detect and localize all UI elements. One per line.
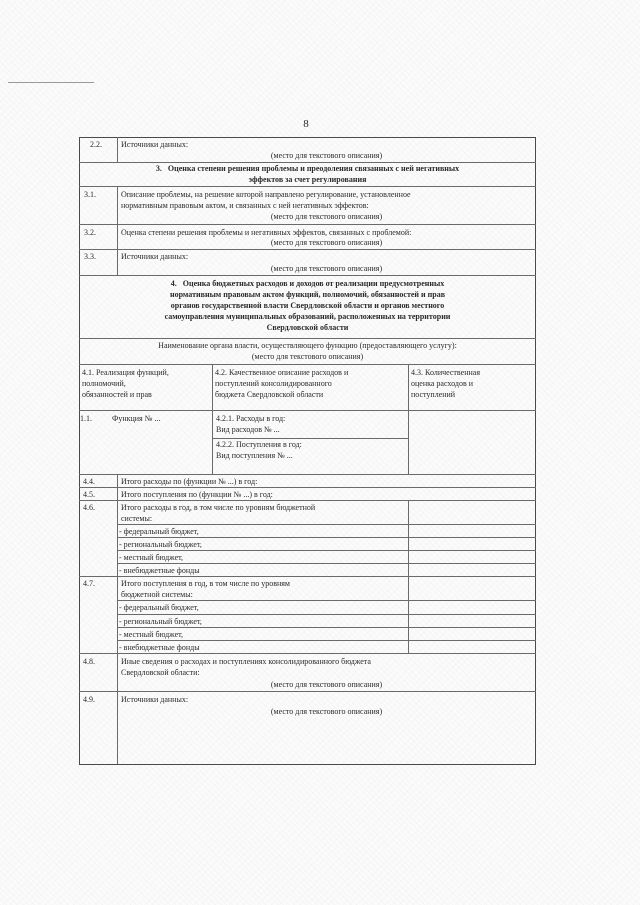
row-divider — [79, 500, 536, 501]
row-label: Источники данных: — [121, 695, 189, 704]
column-header-quantitative: поступлений — [411, 390, 456, 399]
row-number: 1.1. — [80, 414, 92, 423]
row-divider — [79, 224, 536, 225]
row-divider — [117, 563, 536, 564]
total-expenses-by-level: Итого расходы в год, в том числе по уровням бюджетной — [121, 503, 316, 512]
section-title: Оценка степени решения проблемы и преодоления связанных с ней негативных — [167, 164, 460, 173]
other-budget-info: Свердловской области: — [121, 668, 200, 677]
expense-type: Вид расходов № ... — [216, 425, 280, 434]
text-placeholder: (место для текстового описания) — [270, 264, 383, 273]
row-divider — [79, 162, 536, 163]
text-placeholder: (место для текстового описания) — [270, 238, 383, 247]
row-divider — [117, 550, 536, 551]
section-number: 4. — [170, 279, 177, 288]
budget-level-regional: - региональный бюджет, — [119, 617, 202, 626]
section-title-continued: нормативным правовым актом функций, полномочий, обязанностей и прав — [169, 290, 446, 299]
budget-level-local: - местный бюджет, — [119, 553, 184, 562]
text-placeholder: (место для текстового описания) — [270, 212, 383, 221]
budget-level-extrabudgetary: - внебюджетные фонды — [119, 643, 200, 652]
total-revenues-by-level: Итого поступления в год, в том числе по уровням — [121, 579, 290, 588]
section-title-continued: эффектов за счет регулирования — [248, 175, 367, 184]
column-header-description: поступлений консолидированного — [215, 379, 332, 388]
row-number: 3.2. — [84, 228, 96, 237]
row-divider — [79, 653, 536, 654]
column-header-functions: полномочий, — [82, 379, 126, 388]
section-title-continued: Свердловской области — [266, 323, 349, 332]
row-divider — [79, 576, 536, 577]
section-heading — [79, 164, 536, 174]
budget-level-local: - местный бюджет, — [119, 630, 184, 639]
budget-level-regional: - региональный бюджет, — [119, 540, 202, 549]
row-divider — [117, 524, 536, 525]
row-divider — [79, 338, 536, 339]
row-number: 3.1. — [84, 190, 96, 199]
section-title-continued: органов государственной власти Свердловской области и органов местного — [170, 301, 445, 310]
page-number: 8 — [303, 118, 309, 130]
total-revenues-by-function: Итого поступления по (функции № ...) в год: — [121, 490, 273, 499]
column-divider — [408, 364, 409, 474]
column-header-description: бюджета Свердловской области — [215, 390, 324, 399]
row-text: Оценка степени решения проблемы и негативных эффектов, связанных с проблемой: — [121, 228, 412, 237]
row-divider — [79, 410, 536, 411]
row-text: Описание проблемы, на решение которой направлено регулирование, установленное — [121, 190, 411, 199]
section-title-continued: самоуправления муниципальных образований, расположенных на территории — [164, 312, 451, 321]
row-text: нормативным правовым актом, и связанных с ней негативных эффектов: — [121, 201, 369, 210]
row-number: 4.4. — [83, 477, 95, 486]
revenues-per-year: 4.2.2. Поступления в год: — [216, 440, 302, 449]
text-placeholder: (место для текстового описания) — [251, 352, 364, 361]
column-divider — [408, 500, 409, 653]
organ-label: Наименование органа власти, осуществляющего функцию (предоставляющего услугу): — [158, 341, 457, 350]
text-placeholder: (место для текстового описания) — [270, 151, 383, 160]
column-header-quantitative: 4.3. Количественная — [411, 368, 480, 377]
budget-level-federal: - федеральный бюджет, — [119, 527, 199, 536]
row-label: Источники данных: — [121, 252, 189, 261]
row-number: 4.7. — [83, 579, 95, 588]
row-divider — [79, 364, 536, 365]
other-budget-info: Иные сведения о расходах и поступлениях консолидированного бюджета — [121, 657, 371, 666]
budget-level-extrabudgetary: - внебюджетные фонды — [119, 566, 200, 575]
row-divider — [79, 487, 536, 488]
row-number: 4.9. — [83, 695, 95, 704]
total-expenses-by-function: Итого расходы по (функции № ...) в год: — [121, 477, 258, 486]
row-number: 4.5. — [83, 490, 95, 499]
row-number: 4.6. — [83, 503, 95, 512]
row-number: 2.2. — [90, 140, 102, 149]
section-number: 3. — [155, 164, 162, 173]
column-header-functions: 4.1. Реализация функций, — [82, 368, 169, 377]
text-placeholder: (место для текстового описания) — [270, 680, 383, 689]
row-divider — [79, 275, 536, 276]
row-divider — [117, 600, 536, 601]
row-divider — [212, 438, 408, 439]
row-divider — [79, 691, 536, 692]
column-divider — [117, 186, 118, 275]
row-divider — [117, 537, 536, 538]
row-divider — [79, 186, 536, 187]
revenue-type: Вид поступления № ... — [216, 451, 293, 460]
scan-artifact-line — [8, 82, 94, 83]
column-divider — [212, 364, 213, 474]
total-expenses-by-level: системы: — [121, 514, 153, 523]
budget-level-federal: - федеральный бюджет, — [119, 603, 199, 612]
column-header-quantitative: оценка расходов и — [411, 379, 474, 388]
row-number: 4.8. — [83, 657, 95, 666]
row-divider — [117, 640, 536, 641]
function-label: Функция № ... — [112, 414, 161, 423]
expenses-per-year: 4.2.1. Расходы в год: — [216, 414, 286, 423]
section-heading — [79, 279, 536, 289]
section-title: Оценка бюджетных расходов и доходов от реализации предусмотренных — [182, 279, 445, 288]
column-divider — [117, 474, 118, 764]
column-header-description: 4.2. Качественное описание расходов и — [215, 368, 349, 377]
row-divider — [117, 627, 536, 628]
row-number: 3.3. — [84, 252, 96, 261]
total-revenues-by-level: бюджетной системы: — [121, 590, 193, 599]
column-header-functions: обязанностей и прав — [82, 390, 152, 399]
row-divider — [117, 614, 536, 615]
row-label: Источники данных: — [121, 140, 189, 149]
text-placeholder: (место для текстового описания) — [270, 707, 383, 716]
row-divider — [79, 474, 536, 475]
row-divider — [79, 249, 536, 250]
